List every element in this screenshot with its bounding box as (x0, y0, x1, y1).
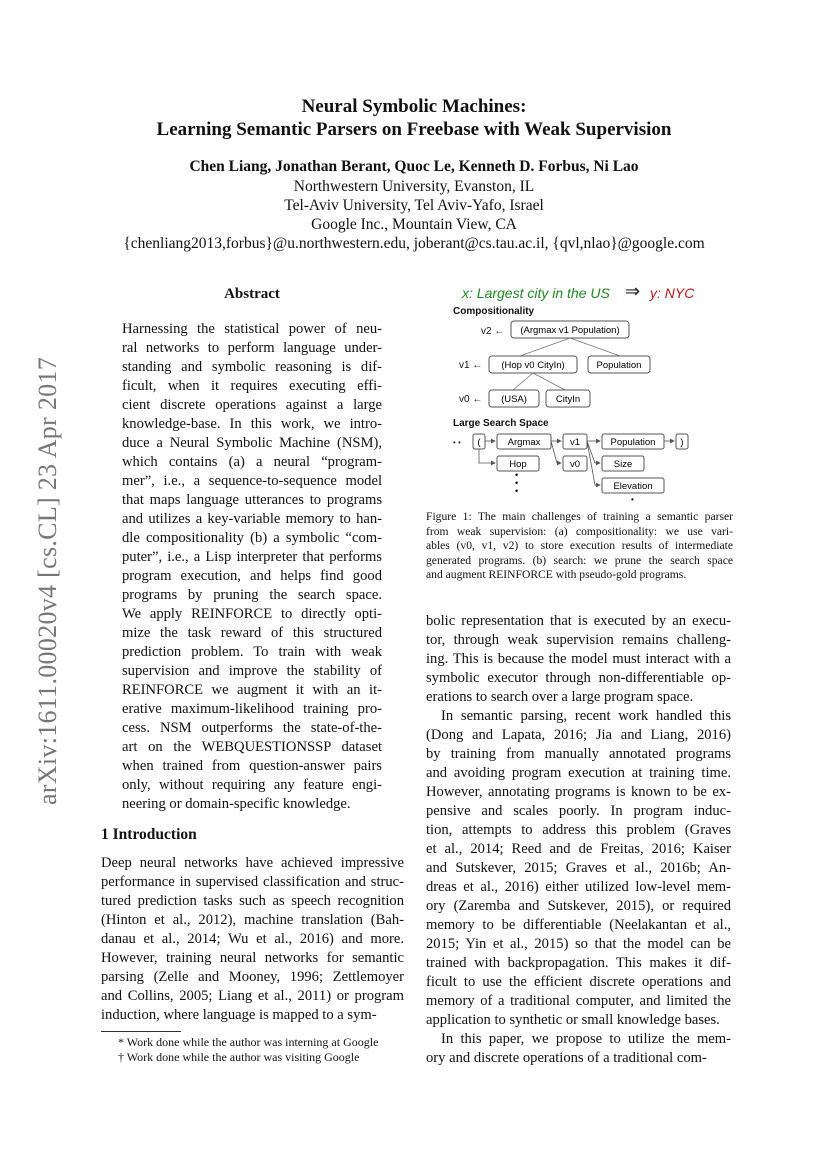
caption-line: from weak supervision: (a) compositionality: we use vari- (426, 524, 733, 538)
right-body-line: ing. This is because the model must interact with a (426, 651, 731, 667)
right-body-line: pensive and scales poorly. In program induc- (426, 803, 731, 819)
abstract-body-line: and utilizes a key-variable memory to han- (122, 511, 382, 527)
search-size: Size (613, 459, 633, 470)
figure-arrow-icon: ⇒ (625, 281, 641, 301)
footnote-interning: * Work done while the author was interning at Google (118, 1035, 379, 1049)
right-body-line: ory and discrete operations of a traditional com- (426, 1050, 707, 1066)
right-body-line: In semantic parsing, recent work handled this (441, 708, 731, 724)
affiliation-northwestern: Northwestern University, Evanston, IL (293, 178, 535, 195)
abstract-body-line: that maps language utterances to programs (122, 492, 382, 508)
abstract-body-line: REINFORCE we augment it with an it- (122, 682, 382, 698)
v1-label: v1 ← (459, 360, 483, 371)
author-emails: {chenliang2013,forbus}@u.northwestern.edu, joberant@cs.tau.ac.il, {qvl,nlao}@google.com (123, 235, 705, 252)
abstract-body-line: prediction problem. To train with weak (122, 644, 382, 660)
search-argmax: Argmax (507, 437, 541, 448)
caption-line: Figure 1: The main challenges of training a semantic parser (426, 510, 733, 523)
paper-title-line-1: Neural Symbolic Machines: (301, 96, 527, 117)
figure-1 (445, 280, 745, 505)
search-open-paren: ( (477, 437, 481, 448)
right-body-line: memory to be differentiable (Neelakantan et al., (426, 917, 731, 933)
v2-box-text: (Argmax v1 Population) (520, 325, 620, 336)
search-dots: • • (453, 438, 461, 447)
right-body-line: bolic representation that is executed by an execu- (426, 613, 731, 629)
abstract-body-line: ficult, when it requires executing effi- (122, 378, 382, 394)
usa-box-text: (USA) (501, 394, 527, 405)
right-body-line: However, annotating programs is known to be ex- (426, 784, 731, 800)
intro-body-line: danau et al., 2014; Wu et al., 2016) and more. (101, 931, 404, 947)
v1-box-text: (Hop v0 CityIn) (501, 360, 565, 371)
intro-body-line: (Hinton et al., 2012), machine translation (Bah- (101, 912, 404, 928)
compositionality-label: Compositionality (453, 306, 535, 317)
intro-body-line: induction, where language is mapped to a sym- (101, 1007, 377, 1023)
intro-body-line: and Collins, 2005; Liang et al., 2011) or program (101, 988, 404, 1004)
abstract-body-line: program execution, and helps find good (122, 568, 382, 584)
search-v0: v0 (569, 459, 581, 470)
search-hop: Hop (509, 459, 527, 470)
right-column-body (426, 612, 731, 1068)
author-list (0, 158, 828, 176)
v2-label: v2 ← (481, 326, 505, 337)
caption-line: ables (v0, v1, v2) to store execution results of intermediate (426, 539, 733, 552)
section-heading-introduction: 1 Introduction (101, 826, 197, 843)
abstract-body-line: dle compositionality (b) a symbolic “com- (122, 530, 382, 546)
right-body-line: ory (Zaremba and Sutskever, 2015), or required (426, 898, 731, 914)
abstract-body-line: We apply REINFORCE to directly opti- (122, 606, 382, 622)
abstract-body-line: mize the task reward of this structured (122, 625, 382, 641)
abstract-body-line: only, without requiring any feature engi- (122, 777, 382, 793)
abstract-body-line: which contains (a) a neural “program- (122, 454, 382, 470)
abstract-body-line: supervision and improve the stability of (122, 663, 382, 679)
abstract-body-line: cess. NSM outperforms the state-of-the- (122, 720, 382, 736)
introduction-body (101, 854, 404, 1025)
right-body-line: In this paper, we propose to utilize the mem- (441, 1031, 731, 1047)
search-elevation-dot: • (631, 495, 634, 504)
abstract-body-line: knowledge-base. In this work, we intro- (122, 416, 382, 432)
abstract-body-line: erative maximum-likelihood training pro- (122, 701, 382, 717)
abstract-body-line: ral networks to perform language under- (122, 340, 382, 356)
abstract-body-line: cient discrete operations against a large (122, 397, 382, 413)
abstract-body-line: programs by pruning the search space. (122, 587, 382, 603)
abstract-body-line: puter”, i.e., a Lisp interpreter that performs (122, 549, 382, 565)
caption-line: and augment REINFORCE with pseudo-gold programs. (426, 568, 687, 581)
abstract-body-line: when trained from question-answer pairs (122, 758, 382, 774)
abstract-body-line: Harnessing the statistical power of neu- (122, 321, 382, 337)
right-body-line: erations to search over a large program space. (426, 689, 694, 705)
abstract-body-line: art on the WEBQUESTIONSSP dataset (122, 739, 382, 755)
right-body-line: by training from manually annotated programs (426, 746, 731, 762)
right-body-line: tor, through weak supervision remains challeng- (426, 632, 731, 648)
search-hop-dot-2: • (515, 478, 519, 488)
abstract-body-line: standing and symbolic reasoning is dif- (122, 359, 382, 375)
intro-body-line: performance in supervised classification and struc- (101, 874, 404, 890)
abstract-body-line: mer”, i.e., a sequence-to-sequence model (122, 473, 382, 489)
search-v1: v1 (569, 437, 581, 448)
right-body-line: application to synthetic or small knowledge bases. (426, 1012, 720, 1028)
right-body-line: dreas et al., 2016) either utilized low-level mem- (426, 879, 731, 895)
search-population: Population (610, 437, 656, 448)
search-space-label: Large Search Space (453, 418, 549, 429)
cityin-box-text: CityIn (555, 394, 581, 405)
v0-label: v0 ← (459, 394, 483, 405)
affiliation-tel-aviv: Tel-Aviv University, Tel Aviv-Yafo, Israel (284, 197, 544, 214)
abstract-heading: Abstract (224, 286, 280, 302)
arxiv-identifier: arXiv:1611.00020v4 [cs.CL] 23 Apr 2017 (33, 356, 62, 805)
figure-1-diagram (445, 280, 745, 505)
abstract-body-line: neering or domain-specific knowledge. (122, 796, 351, 812)
right-body-line: and avoiding program execution at training time. (426, 765, 731, 781)
right-body-line: (Dong and Lapata, 2016; Jia and Liang, 2016) (426, 727, 731, 743)
search-close-paren: ) (680, 437, 684, 448)
population-box-text: Population (596, 360, 642, 371)
right-body-line: symbolic executor through non-differentiable op- (426, 670, 731, 686)
search-hop-dot-1: • (515, 470, 519, 480)
figure-question: x: Largest city in the US (462, 285, 610, 301)
affiliation-google: Google Inc., Mountain View, CA (311, 216, 517, 233)
figure-answer: y: NYC (650, 285, 695, 301)
intro-body-line: parsing (Zelle and Mooney, 1996; Zettlemoyer (101, 969, 404, 985)
right-body-line: ficult to use the efficient discrete operations and (426, 974, 731, 990)
right-body-line: and Sutskever, 2015; Graves et al., 2016b; An- (426, 860, 731, 876)
right-body-line: et al., 2014; Reed and de Freitas, 2016; Kaiser (426, 841, 731, 857)
abstract-body-line: duce a Neural Symbolic Machine (NSM), (122, 435, 382, 451)
figure-1-caption (426, 510, 733, 583)
footnote-divider (101, 1031, 181, 1032)
intro-body-line: tured prediction tasks such as speech recognition (101, 893, 404, 909)
footnote-visiting: † Work done while the author was visiting Google (118, 1050, 360, 1064)
abstract-body (122, 320, 382, 814)
intro-body-line: However, training neural networks for semantic (101, 950, 404, 966)
search-elevation: Elevation (613, 481, 653, 492)
right-body-line: memory of a traditional computer, and limited the (426, 993, 731, 1009)
caption-line: generated programs. (b) search: we prune the search space (426, 553, 733, 567)
right-body-line: trained with backpropagation. This makes it dif- (426, 955, 731, 971)
search-hop-dot-3: • (515, 486, 519, 496)
intro-body-line: Deep neural networks have achieved impressive (101, 855, 404, 871)
right-body-line: 2015; Yin et al., 2015) so that the model can be (426, 936, 731, 952)
right-body-line: tion, attempts to address this problem (Graves (426, 822, 731, 838)
author-names: Chen Liang, Jonathan Berant, Quoc Le, Kenneth D. Forbus, Ni Lao (189, 158, 639, 175)
paper-title-line-2: Learning Semantic Parsers on Freebase with Weak Supervision (156, 119, 672, 140)
